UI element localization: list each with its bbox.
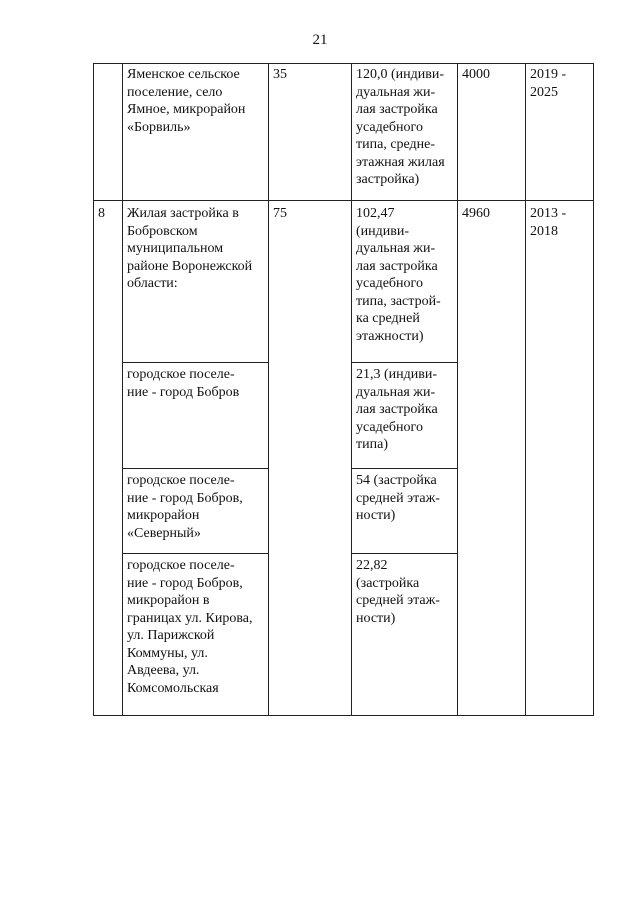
table-subcell-area: 21,3 (индиви- дуальная жи- лая застройка усадебного типа): [356, 367, 438, 452]
sub-row-divider: [122, 553, 268, 554]
table-cell-period: 2013 - 2018: [530, 206, 567, 239]
table-cell-name: Яменское сельское поселение, село Ямное, микрорайон «Борвиль»: [127, 67, 246, 135]
table-subcell-area: 22,82 (застройка средней этаж- ности): [356, 558, 440, 626]
table-subcell-name: городское поселе- ние - город Бобров, микрорайон «Северный»: [127, 473, 243, 541]
sub-row-divider: [351, 362, 457, 363]
table-border-top: [93, 63, 594, 64]
row-divider: [93, 200, 594, 201]
page-number: 21: [312, 32, 328, 48]
column-divider: [457, 63, 458, 716]
sub-row-divider: [351, 553, 457, 554]
column-divider: [122, 63, 123, 716]
sub-row-divider: [122, 468, 268, 469]
column-divider: [525, 63, 526, 716]
sub-row-divider: [351, 468, 457, 469]
table-cell-persons: 4000: [462, 67, 490, 82]
table-cell-name: Жилая застройка в Бобровском муниципальном районе Воронежской области:: [127, 206, 253, 291]
table-border-bottom: [93, 715, 594, 716]
table-border-right: [593, 63, 594, 716]
table-cell-persons: 4960: [462, 206, 490, 221]
table-subcell-name: городское поселе- ние - город Бобров, микрорайон в границах ул. Кирова, ул. Парижской Коммуны, ул. Авдеева, ул. Комсомольская: [127, 558, 253, 696]
table-cell-number: 8: [98, 206, 105, 221]
column-divider: [351, 63, 352, 716]
table-subcell-name: городское поселе- ние - город Бобров: [127, 367, 240, 400]
column-divider: [268, 63, 269, 716]
sub-row-divider: [122, 362, 268, 363]
table-cell-area: 102,47 (индиви- дуальная жи- лая застройка усадебного типа, застрой- ка средней этажности): [356, 206, 441, 344]
table-cell-count: 75: [273, 206, 287, 221]
table-subcell-area: 54 (застройка средней этаж- ности): [356, 473, 440, 523]
table-border-left: [93, 63, 94, 716]
table-cell-count: 35: [273, 67, 287, 82]
table-cell-area: 120,0 (индиви- дуальная жи- лая застройка усадебного типа, средне- этажная жилая застройка): [356, 67, 445, 187]
table-cell-period: 2019 - 2025: [530, 67, 567, 100]
